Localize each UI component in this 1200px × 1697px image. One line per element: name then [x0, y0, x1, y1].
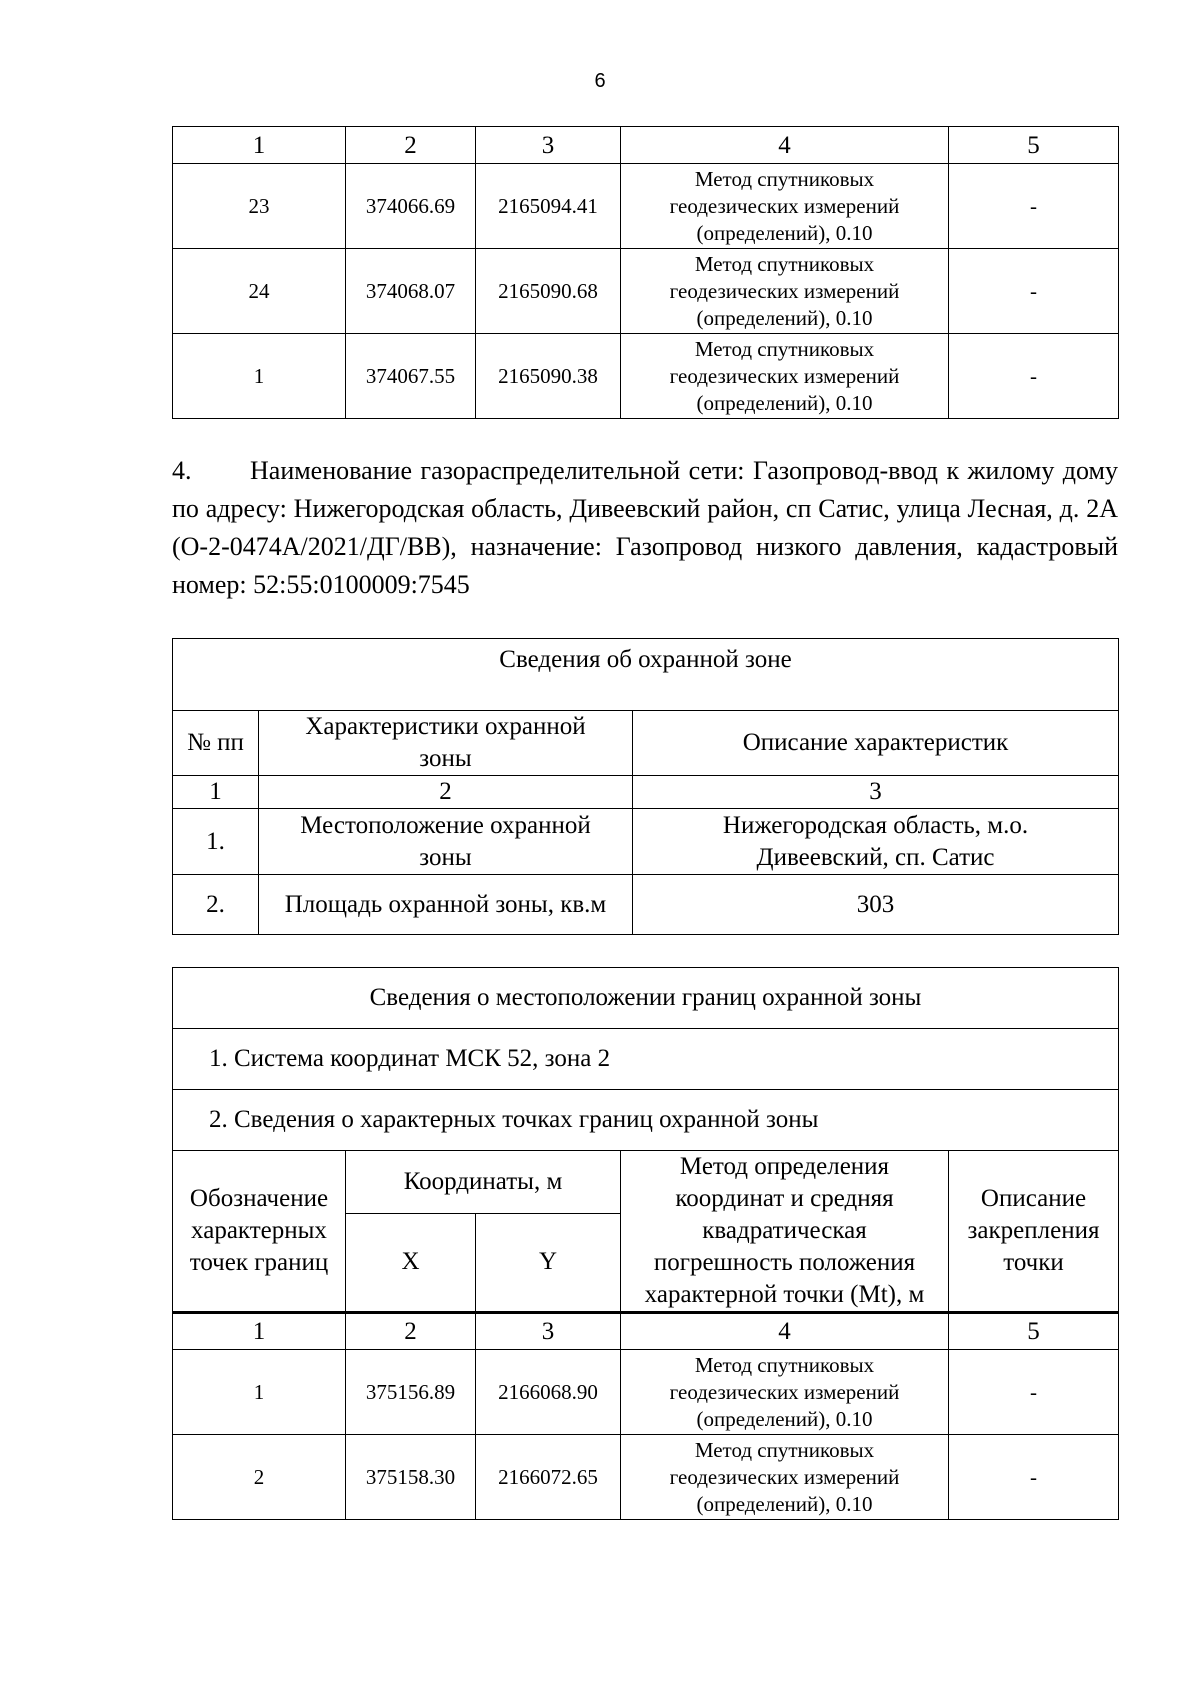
method-cell [621, 1350, 949, 1435]
col-x-header: X [346, 1213, 476, 1312]
method-line: Метод спутниковых [694, 166, 875, 191]
method-cell [621, 1435, 949, 1520]
header-line: зоны [419, 745, 472, 772]
table-header-row [173, 711, 1119, 776]
y-cell: 2165090.38 [476, 334, 621, 419]
index-cell: 1 [173, 1313, 346, 1350]
table-title-row [173, 639, 1119, 711]
method-line: Метод спутниковых [694, 336, 875, 361]
method-cell [621, 164, 949, 249]
col-y-header: Y [476, 1213, 621, 1312]
desc-cell: - [949, 249, 1119, 334]
method-line: Метод спутниковых [694, 1352, 875, 1377]
page-number: 6 [594, 70, 606, 92]
header-line: закрепления [967, 1217, 1100, 1244]
zone-info-title: Сведения об охранной зоне [173, 639, 1119, 711]
table-row [173, 334, 1119, 419]
index-cell: 2 [346, 1313, 476, 1350]
index-cell: 4 [621, 1313, 949, 1350]
header-line: характерной точки (Mt), м [644, 1281, 925, 1308]
col-description-header: Описание характеристик [633, 711, 1119, 776]
boundary-location-table [172, 967, 1119, 1520]
points-heading: 2. Сведения о характерных точках границ охранной зоны [173, 1090, 1119, 1151]
table-header-row [173, 1151, 1119, 1214]
description-cell: 303 [633, 875, 1119, 935]
header-line: точек границ [189, 1249, 329, 1276]
row-num-cell: 2. [173, 875, 259, 935]
index-cell: 2 [259, 776, 633, 809]
x-cell: 375156.89 [346, 1350, 476, 1435]
desc-cell: - [949, 164, 1119, 249]
header-line: квадратическая [702, 1217, 867, 1244]
point-cell: 24 [173, 249, 346, 334]
method-line: геодезических измерений [669, 1464, 900, 1489]
coordinates-table-continuation [172, 126, 1119, 419]
table-title-row [173, 968, 1119, 1029]
y-cell: 2166072.65 [476, 1435, 621, 1520]
col-characteristics-header [259, 711, 633, 776]
header-line: характерных [191, 1217, 327, 1244]
table-header-row [173, 127, 1119, 164]
description-cell [633, 809, 1119, 875]
method-line: (определений), 0.10 [696, 390, 873, 415]
boundary-title: Сведения о местоположении границ охранной зоны [173, 968, 1119, 1029]
method-line: Метод спутниковых [694, 251, 875, 276]
y-cell: 2165094.41 [476, 164, 621, 249]
section-number: 4. [172, 456, 192, 485]
table-row [173, 249, 1119, 334]
index-row [173, 1313, 1119, 1350]
header-line: Обозначение [189, 1185, 329, 1212]
method-line: геодезических измерений [669, 1379, 900, 1404]
section-text: Наименование газораспределительной сети: Газопровод-ввод к жилому дому по адресу: Нижегородская область, Дивеевский район, сп Сатис, улица Лесная, д. 2А (О-2-0474А/2021/ДГ/ВВ), назначение: Газопровод низкого давления, кадастровый номер: 52:55:0100009:7545 [172, 456, 1118, 599]
x-cell: 374066.69 [346, 164, 476, 249]
col-coords-header: Координаты, м [346, 1151, 621, 1214]
header-line: погрешность положения [653, 1249, 916, 1276]
index-cell: 3 [633, 776, 1119, 809]
header-cell: 4 [621, 127, 949, 164]
x-cell: 374067.55 [346, 334, 476, 419]
header-cell: 3 [476, 127, 621, 164]
col-desc-header [949, 1151, 1119, 1313]
table-row [173, 875, 1119, 935]
col-method-header [621, 1151, 949, 1313]
header-line: Характеристики охранной [305, 713, 586, 740]
method-cell [621, 334, 949, 419]
header-cell: 1 [173, 127, 346, 164]
method-line: (определений), 0.10 [696, 1406, 873, 1431]
cell-line: Нижегородская область, м.о. [722, 811, 1029, 839]
index-cell: 1 [173, 776, 259, 809]
table-row [173, 809, 1119, 875]
index-cell: 5 [949, 1313, 1119, 1350]
cell-line: зоны [419, 843, 472, 871]
col-num-header: № пп [173, 711, 259, 776]
index-row [173, 776, 1119, 809]
header-line: Метод определения [679, 1153, 890, 1180]
col-point-header [173, 1151, 346, 1313]
point-cell: 1 [173, 1350, 346, 1435]
section-paragraph [172, 452, 1118, 604]
x-cell: 375158.30 [346, 1435, 476, 1520]
protection-zone-info-table [172, 638, 1119, 935]
method-cell [621, 249, 949, 334]
method-line: геодезических измерений [669, 278, 900, 303]
desc-cell: - [949, 1350, 1119, 1435]
point-cell: 2 [173, 1435, 346, 1520]
method-line: (определений), 0.10 [696, 220, 873, 245]
coord-system-row [173, 1029, 1119, 1090]
x-cell: 374068.07 [346, 249, 476, 334]
y-cell: 2165090.68 [476, 249, 621, 334]
header-line: точки [1003, 1249, 1064, 1276]
points-heading-row [173, 1090, 1119, 1151]
header-cell: 2 [346, 127, 476, 164]
index-cell: 3 [476, 1313, 621, 1350]
row-num-cell: 1. [173, 809, 259, 875]
desc-cell: - [949, 334, 1119, 419]
header-cell: 5 [949, 127, 1119, 164]
y-cell: 2166068.90 [476, 1350, 621, 1435]
method-line: Метод спутниковых [694, 1437, 875, 1462]
cell-line: Местоположение охранной [300, 811, 591, 839]
method-line: геодезических измерений [669, 363, 900, 388]
header-line: координат и средняя [675, 1185, 894, 1212]
point-cell: 1 [173, 334, 346, 419]
coord-system: 1. Система координат МСК 52, зона 2 [173, 1029, 1119, 1090]
header-line: Описание [980, 1185, 1087, 1212]
table-row [173, 1435, 1119, 1520]
characteristic-cell [259, 809, 633, 875]
cell-line: Дивеевский, сп. Сатис [756, 843, 995, 871]
method-line: (определений), 0.10 [696, 305, 873, 330]
point-cell: 23 [173, 164, 346, 249]
characteristic-cell: Площадь охранной зоны, кв.м [259, 875, 633, 935]
desc-cell: - [949, 1435, 1119, 1520]
method-line: геодезических измерений [669, 193, 900, 218]
table-row [173, 1350, 1119, 1435]
method-line: (определений), 0.10 [696, 1491, 873, 1516]
table-row [173, 164, 1119, 249]
